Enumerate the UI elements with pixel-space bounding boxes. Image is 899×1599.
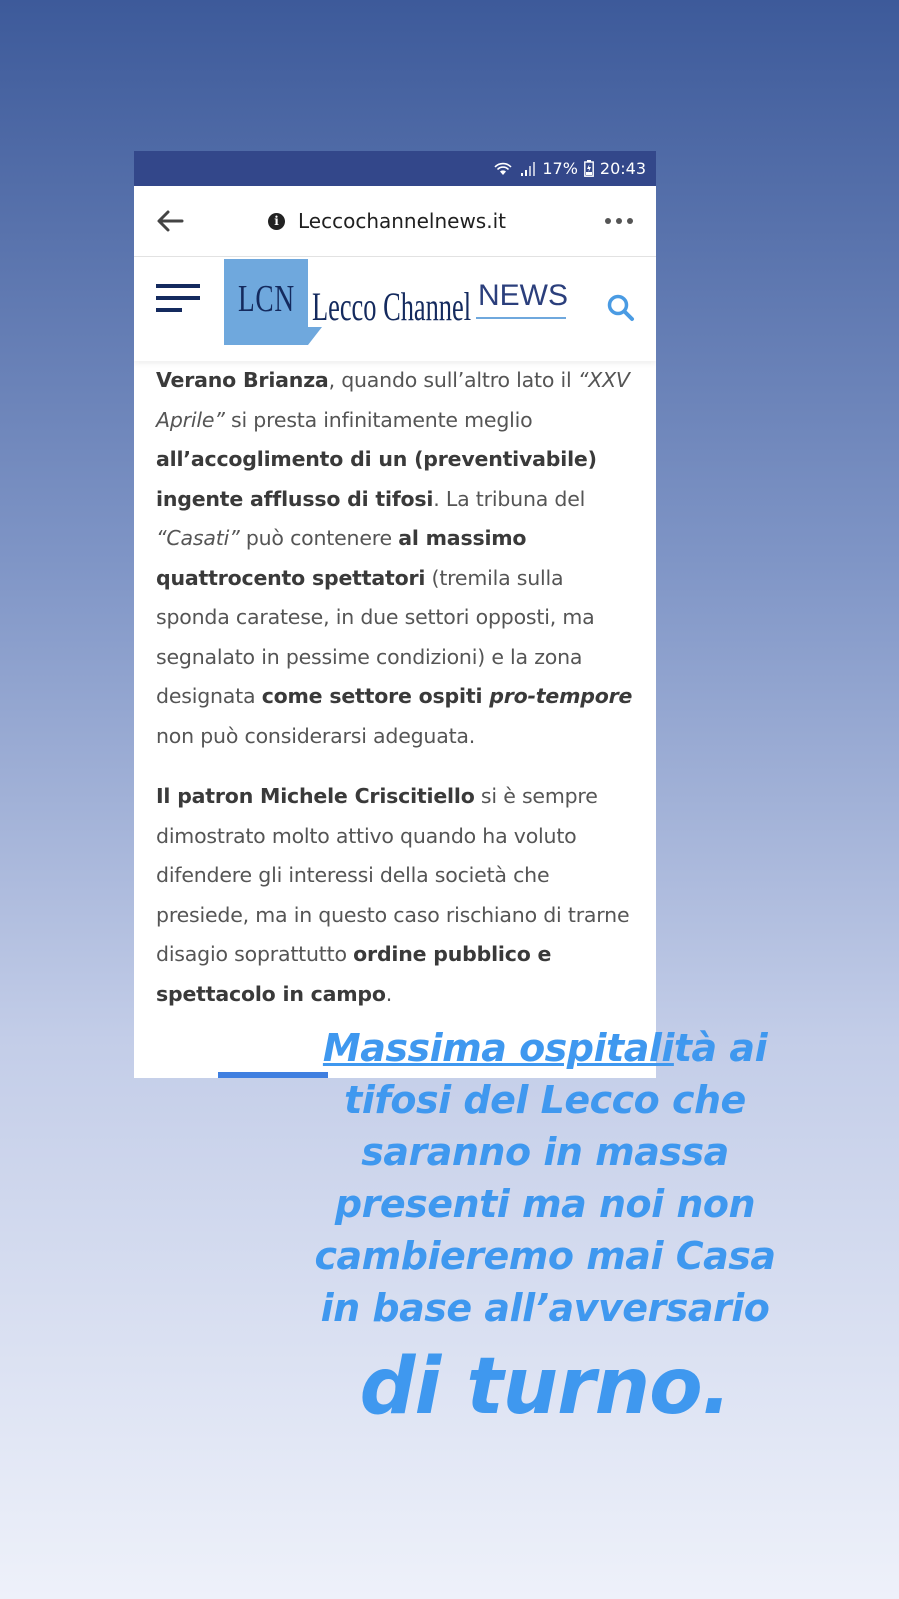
caption-line: Massima ospitalità ai [322,1026,768,1070]
back-arrow-icon[interactable] [156,208,184,234]
article-body [134,361,656,1014]
status-bar [134,151,656,186]
search-icon[interactable] [606,293,636,323]
caption-line: saranno in massa [361,1130,729,1174]
caption-line: presenti ma noi non [334,1182,756,1226]
clock: 20:43 [599,159,646,178]
caption-big-line: di turno. [359,1342,731,1432]
screenshot-card [134,151,656,1078]
signal-icon [520,161,536,177]
caption-line: in base all’avversario [320,1286,770,1330]
wifi-icon [492,161,514,177]
caption-line: cambieremo mai Casa [314,1234,776,1278]
story-caption [300,1022,790,1436]
battery-percent: 17% [542,159,578,178]
battery-icon [584,160,594,177]
info-icon[interactable]: i [268,213,285,230]
url-field[interactable] [268,209,506,233]
caption-line: tifosi del Lecco che [344,1078,746,1122]
logo-short: LCN [238,278,295,320]
article-paragraph: Il patron Michele Criscitiello si è sempre dimostrato molto attivo quando ha voluto difendere gli interessi della società che presiede, ma in questo caso rischiano di trarne disagio soprattutto ordine pubblico e spettacolo in campo. [156,784,630,1006]
site-logo[interactable] [224,259,574,349]
logo-name: Lecco Channel [312,284,472,329]
more-options-icon[interactable] [604,211,634,231]
logo-news: NEWS [478,279,568,312]
menu-icon[interactable] [156,282,201,314]
url-text: Leccochannelnews.it [298,209,506,233]
browser-address-bar [134,186,656,257]
article-paragraph: Verano Brianza, quando sull’altro lato il “XXV Aprile” si presta infinitamente meglio all’accoglimento di un (preventivabile) ingente afflusso di tifosi. La tribuna del “Casati” può contenere al massimo quattrocento spettatori (tremila sulla sponda caratese, in due settori opposti, ma segnalato in pessime condizioni) e la zona designata come settore ospiti pro-tempore non può considerarsi adeguata. [156,368,633,748]
site-header [134,257,656,361]
